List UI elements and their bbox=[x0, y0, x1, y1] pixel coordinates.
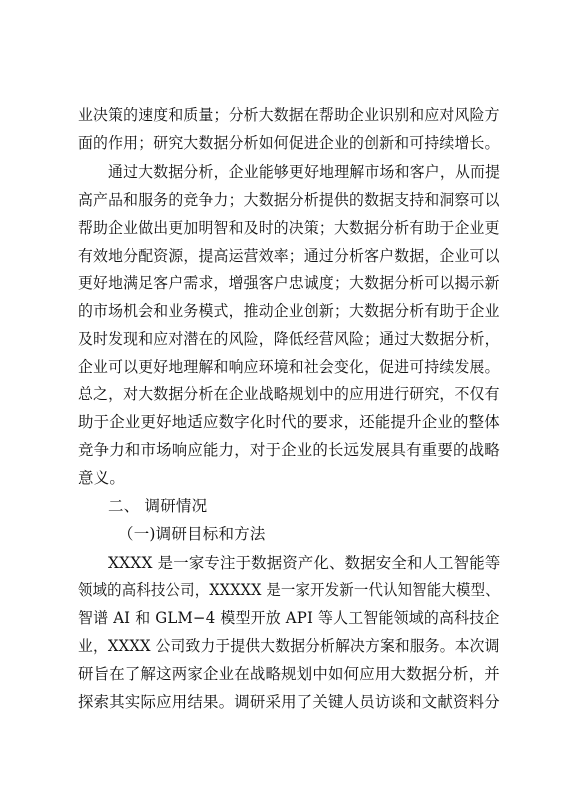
subsection-heading: （一)调研目标和方法 bbox=[118, 525, 266, 543]
paragraph-1-line-2: 面的作用；研究大数据分析如何促进企业的创新和可持续增长。 bbox=[78, 134, 500, 152]
paragraph-3-line-6: 探索其实际应用结果。调研采用了关键人员访谈和文献资料分 bbox=[78, 693, 500, 711]
paragraph-2-line-1: 通过大数据分析，企业能够更好地理解市场和客户，从而提 bbox=[108, 163, 501, 181]
paragraph-2-line-9: 总之，对大数据分析在企业战略规划中的应用进行研究，不仅有 bbox=[78, 385, 500, 403]
paragraph-2-line-12: 意义。 bbox=[78, 469, 126, 487]
paragraph-2-line-10: 助于企业更好地适应数字化时代的要求，还能提升企业的整体 bbox=[78, 413, 500, 431]
paragraph-2-line-5: 更好地满足客户需求，增强客户忠诚度；大数据分析可以揭示新 bbox=[78, 274, 500, 292]
paragraph-3-line-2: 领域的高科技公司，XXXXX 是一家开发新一代认知智能大模型、 bbox=[78, 581, 500, 599]
paragraph-1-line-1: 业决策的速度和质量；分析大数据在帮助企业识别和应对风险方 bbox=[78, 106, 500, 124]
paragraph-2-line-2: 高产品和服务的竞争力；大数据分析提供的数据支持和洞察可以 bbox=[78, 191, 500, 209]
paragraph-2-line-3: 帮助企业做出更加明智和及时的决策；大数据分析有助于企业更 bbox=[78, 219, 500, 237]
paragraph-2-line-7: 及时发现和应对潜在的风险，降低经营风险；通过大数据分析， bbox=[78, 330, 500, 348]
paragraph-2-line-8: 企业可以更好地理解和响应环境和社会变化，促进可持续发展。 bbox=[78, 358, 500, 376]
paragraph-2-line-11: 竞争力和市场响应能力，对于企业的长远发展具有重要的战略 bbox=[78, 441, 500, 459]
paragraph-3-line-3: 智谱 AI 和 GLM−4 模型开放 API 等人工智能领域的高科技企 bbox=[78, 609, 500, 627]
paragraph-3-line-5: 研旨在了解这两家企业在战略规划中如何应用大数据分析，并 bbox=[78, 665, 500, 683]
paragraph-2-line-4: 有效地分配资源，提高运营效率；通过分析客户数据，企业可以 bbox=[78, 247, 500, 265]
paragraph-3-line-4: 业，XXXX 公司致力于提供大数据分析解决方案和服务。本次调 bbox=[78, 637, 500, 655]
paragraph-3-line-1: XXXX 是一家专注于数据资产化、数据安全和人工智能等 bbox=[108, 554, 501, 572]
paragraph-2-line-6: 的市场机会和业务模式，推动企业创新；大数据分析有助于企业 bbox=[78, 302, 500, 320]
section-heading: 二、 调研情况 bbox=[108, 497, 208, 515]
